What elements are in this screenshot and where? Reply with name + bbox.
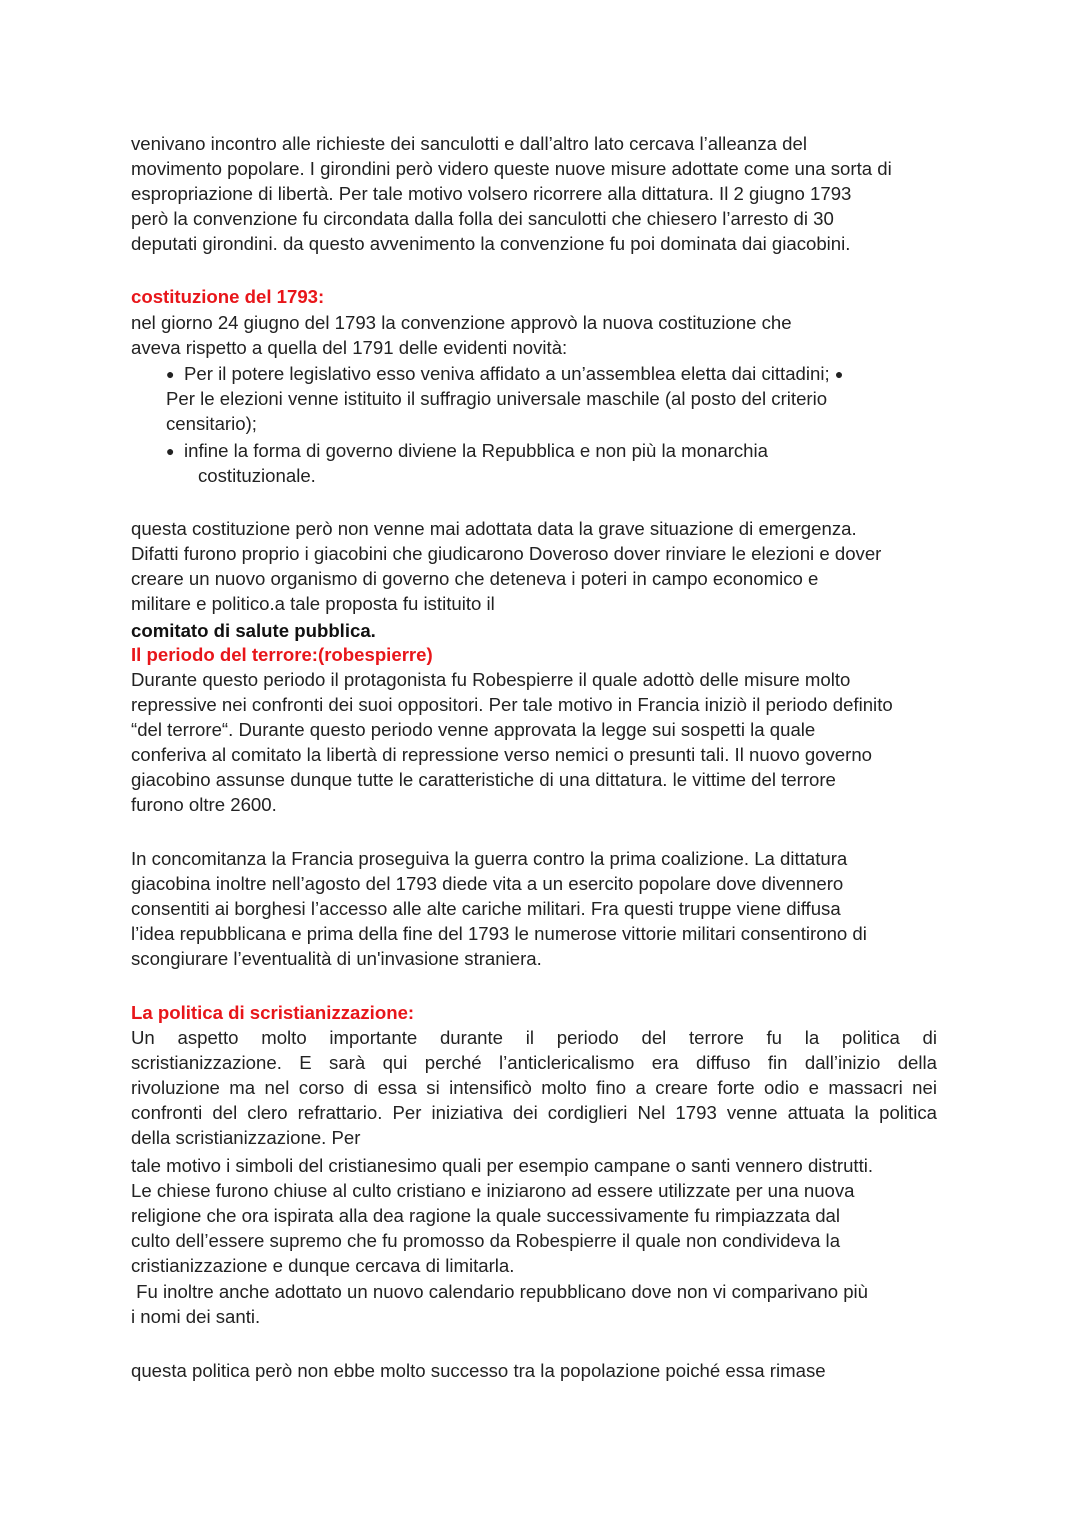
text-line: In concomitanza la Francia proseguiva la guerra contro la prima coalizione. La dittatura [131, 848, 848, 869]
text-line: consentiti ai borghesi l’accesso alle alte cariche militari. Fra questi truppe viene diffusa [131, 898, 841, 919]
text-line: culto dell’essere supremo che fu promosso da Robespierre il quale non condivideva la [131, 1230, 841, 1251]
section-heading-scristianizzazione: La politica di scristianizzazione: [131, 1002, 415, 1023]
bullet-text: Per il potere legislativo esso veniva affidato a un’assemblea eletta dai cittadini; [184, 363, 830, 384]
text-line: aveva rispetto a quella del 1791 delle evidenti novità: [131, 337, 568, 358]
bullet-item [166, 361, 853, 387]
text-line: repressive nei confronti dei suoi oppositori. Per tale motivo in Francia iniziò il periodo definito [131, 694, 893, 715]
text-line: confronti del clero refrattario. Per iniziativa dei cordiglieri Nel 1793 venne attuata la politica [131, 1102, 937, 1123]
bullet-icon: ● [166, 443, 175, 459]
text-line: i nomi dei santi. [131, 1306, 261, 1327]
text-line: creare un nuovo organismo di governo che deteneva i poteri in campo economico e [131, 568, 819, 589]
text-line: Un aspetto molto importante durante il periodo del terrore fu la politica di [131, 1027, 937, 1048]
text-line: della scristianizzazione. Per [131, 1127, 361, 1148]
text-line: Difatti furono proprio i giacobini che giudicarono Doveroso dover rinviare le elezioni e dover [131, 543, 882, 564]
section-heading-costituzione: costituzione del 1793: [131, 286, 325, 307]
text-line: l’idea repubblicana e prima della fine del 1793 le numerose vittorie militari consentirono di [131, 923, 867, 944]
text-line: militare e politico.a tale proposta fu istituito il [131, 593, 495, 614]
bullet-icon: ● [834, 366, 844, 382]
bullet-item [166, 438, 768, 464]
text-line: scristianizzazione. E sarà qui perché l’anticlericalismo era diffuso fin dall’inizio della [131, 1052, 937, 1073]
bullet-text-line: censitario); [166, 413, 257, 434]
bullet-text-line: Per le elezioni venne istituito il suffragio universale maschile (al posto del criterio [166, 388, 828, 409]
text-line: però la convenzione fu circondata dalla folla dei sanculotti che chiesero l’arresto di 30 [131, 208, 834, 229]
text-line: Durante questo periodo il protagonista fu Robespierre il quale adottò delle misure molto [131, 669, 851, 690]
comitato-label: comitato di salute pubblica. [131, 620, 376, 641]
text-line: scongiurare l’eventualità di un'invasione straniera. [131, 948, 542, 969]
text-line: questa politica però non ebbe molto successo tra la popolazione poiché essa rimase [131, 1360, 826, 1381]
text-line: venivano incontro alle richieste dei sanculotti e dall’altro lato cercava l’alleanza del [131, 133, 807, 154]
text-line: questa costituzione però non venne mai adottata data la grave situazione di emergenza. [131, 518, 857, 539]
bullet-text: infine la forma di governo diviene la Repubblica e non più la monarchia [184, 440, 768, 461]
text-line: conferiva al comitato la libertà di repressione verso nemici o presunti tali. Il nuovo governo [131, 744, 873, 765]
text-line: nel giorno 24 giugno del 1793 la convenzione approvò la nuova costituzione che [131, 312, 792, 333]
text-line: Fu inoltre anche adottato un nuovo calendario repubblicano dove non vi comparivano più [131, 1281, 869, 1302]
text-line: furono oltre 2600. [131, 794, 277, 815]
text-line: Le chiese furono chiuse al culto cristiano e iniziarono ad essere utilizzate per una nuova [131, 1180, 855, 1201]
text-line: movimento popolare. I girondini però videro queste nuove misure adottate come una sorta di [131, 158, 892, 179]
text-line: giacobino assunse dunque tutte le caratteristiche di una dittatura. le vittime del terrore [131, 769, 836, 790]
text-line: religione che ora ispirata alla dea ragione la quale successivamente fu rimpiazzata dal [131, 1205, 841, 1226]
text-line: rivoluzione ma nel corso di essa si intensificò molto fino a creare forte odio e massacri nei [131, 1077, 937, 1098]
bullet-icon: ● [166, 366, 175, 382]
text-line: espropriazione di libertà. Per tale motivo volsero ricorrere alla dittatura. Il 2 giugno 1793 [131, 183, 852, 204]
text-line: cristianizzazione e dunque cercava di limitarla. [131, 1255, 515, 1276]
text-line: giacobina inoltre nell’agosto del 1793 diede vita a un esercito popolare dove divennero [131, 873, 844, 894]
bullet-text-line: costituzionale. [198, 465, 316, 486]
section-heading-terrore: Il periodo del terrore:(robespierre) [131, 644, 433, 665]
text-line: tale motivo i simboli del cristianesimo quali per esempio campane o santi vennero distrutti. [131, 1155, 874, 1176]
text-line: deputati girondini. da questo avvenimento la convenzione fu poi dominata dai giacobini. [131, 233, 851, 254]
text-line: “del terrore“. Durante questo periodo venne approvata la legge sui sospetti la quale [131, 719, 816, 740]
